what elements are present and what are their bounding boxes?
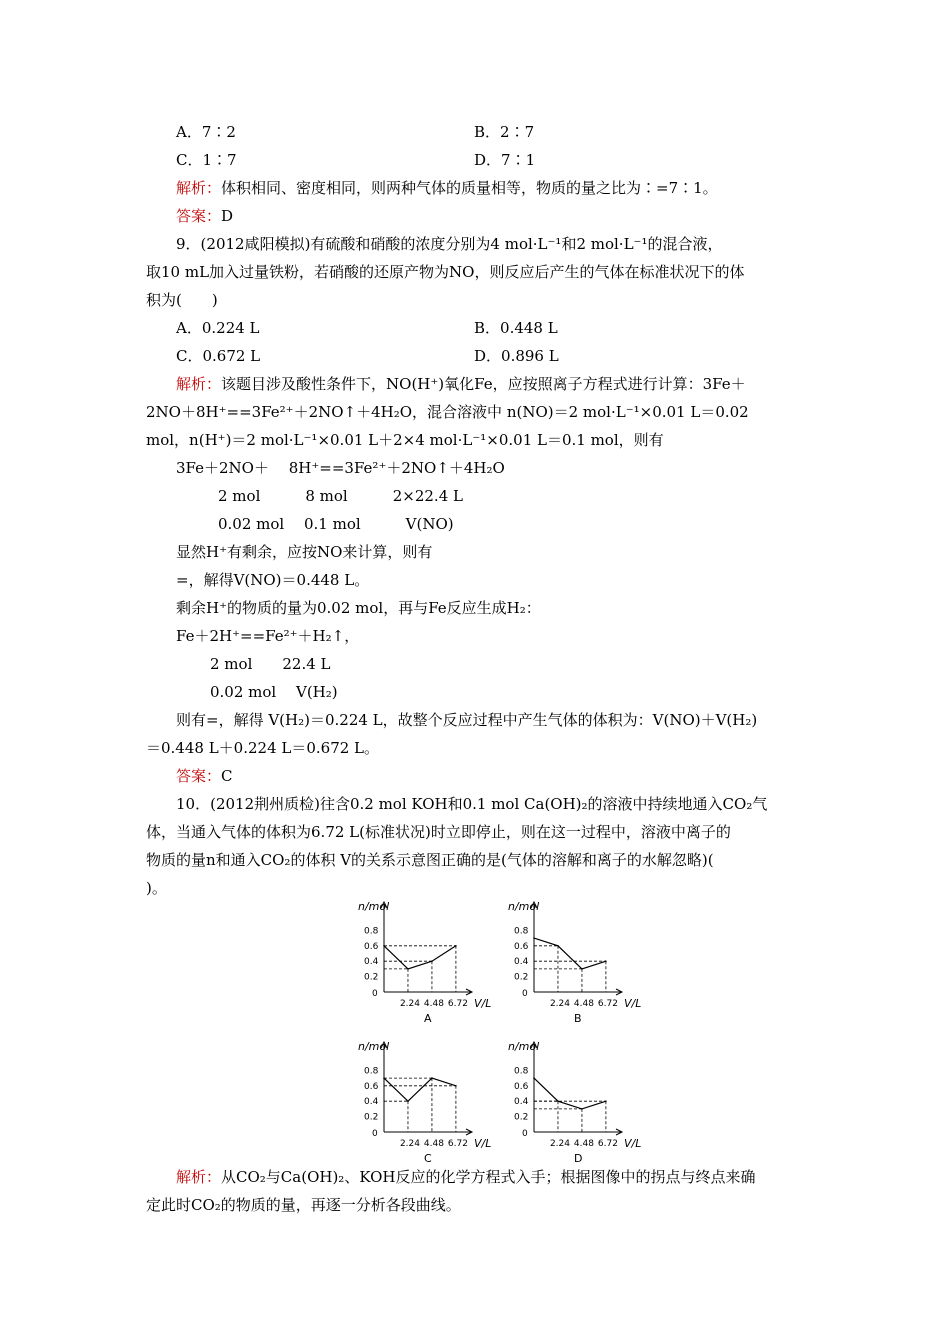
- q9-stem-line-3: 积为( ): [146, 291, 218, 309]
- q9-analysis-line-1: [176, 373, 746, 395]
- y-tick-label: 0.4: [514, 957, 529, 968]
- y-tick-label: 0.2: [364, 972, 379, 983]
- q10-analysis-line-1: [176, 1166, 756, 1188]
- y-tick-label: 0.6: [514, 1081, 529, 1092]
- y-tick-label: 0: [372, 1129, 378, 1139]
- q9-equation-2-row-1: 2 mol 22.4 L: [210, 655, 331, 673]
- data-point: [431, 960, 433, 962]
- data-point: [407, 968, 409, 970]
- data-point: [455, 945, 457, 947]
- q10-stem-line-1: 10．(2012荆州质检)往含0.2 mol KOH和0.1 mol Ca(OH)₂的溶液中持续地通入CO₂气: [176, 795, 768, 813]
- data-point: [605, 1100, 607, 1102]
- q9-answer: [176, 765, 233, 787]
- y-tick-label: 0.4: [364, 1097, 379, 1108]
- chart-d: [498, 1040, 642, 1169]
- y-tick-label: 0: [522, 1129, 528, 1139]
- q10-stem-line-4: )。: [146, 879, 167, 897]
- y-tick-label: 0.8: [364, 1066, 379, 1077]
- x-tick-label: 6.72: [597, 1139, 618, 1149]
- y-axis-label: n/mol: [358, 900, 390, 913]
- data-point: [557, 945, 559, 947]
- x-tick-label: 4.48: [423, 999, 444, 1009]
- y-tick-label: 0.6: [514, 941, 529, 952]
- data-point: [431, 1077, 433, 1079]
- q10-stem-line-2: 体，当通入气体的体积为6.72 L(标准状况)时立即停止，则在这一过程中，溶液中离子的: [146, 823, 731, 841]
- data-point: [533, 937, 535, 939]
- series-line: [534, 938, 606, 969]
- analysis-label: 解析：: [176, 375, 222, 393]
- x-axis-label: V/L: [474, 1137, 492, 1150]
- q9-equation-1-row-2: 0.02 mol 0.1 mol V(NO): [218, 515, 454, 533]
- series-line: [384, 946, 456, 969]
- x-axis-label: V/L: [624, 997, 642, 1010]
- data-point: [605, 960, 607, 962]
- y-axis-label: n/mol: [358, 1040, 390, 1053]
- x-tick-label: 2.24: [549, 999, 571, 1009]
- chart-caption: D: [574, 1152, 583, 1165]
- q9-stem-line-1: 9．(2012咸阳模拟)有硫酸和硝酸的浓度分别为4 mol·L⁻¹和2 mol·L⁻¹的混合液，: [176, 235, 723, 253]
- x-tick-label: 2.24: [399, 1139, 421, 1149]
- chart-d-svg: [498, 1040, 642, 1165]
- q10-stem-line-3: 物质的量n和通入CO₂的体积 V的关系示意图正确的是(气体的溶解和离子的水解忽略)(: [146, 851, 714, 869]
- chart-a-svg: [348, 900, 492, 1025]
- analysis-text: 该题目涉及酸性条件下，NO(H⁺)氧化Fe，应按照离子方程式进行计算：3Fe＋: [221, 375, 746, 393]
- answer-label: 答案：: [176, 207, 222, 225]
- y-tick-label: 0: [372, 989, 378, 999]
- q8-option-d: D．7∶1: [474, 151, 536, 169]
- y-tick-label: 0.6: [364, 1081, 379, 1092]
- y-tick-label: 0.4: [514, 1097, 529, 1108]
- y-tick-label: 0.6: [364, 941, 379, 952]
- series-line: [384, 1078, 456, 1101]
- chart-a: [348, 900, 492, 1029]
- data-point: [455, 1085, 457, 1087]
- y-axis-label: n/mol: [508, 1040, 540, 1053]
- q8-answer: [176, 205, 233, 227]
- q9-equation-1: 3Fe＋2NO＋ 8H⁺==3Fe²⁺＋2NO↑＋4H₂O: [176, 459, 505, 477]
- q9-option-b: B．0.448 L: [474, 319, 558, 337]
- series-line: [534, 1078, 606, 1109]
- y-tick-label: 0.8: [364, 926, 379, 937]
- analysis-label: 解析：: [176, 179, 222, 197]
- y-tick-label: 0.8: [514, 926, 529, 937]
- chart-caption: A: [424, 1012, 432, 1025]
- q8-option-c: C．1∶7: [176, 151, 237, 169]
- q9-text-1: 显然H⁺有剩余，应按NO来计算，则有: [176, 543, 433, 561]
- chart-caption: C: [424, 1152, 432, 1165]
- y-tick-label: 0.4: [364, 957, 379, 968]
- x-axis-label: V/L: [624, 1137, 642, 1150]
- x-tick-label: 6.72: [447, 1139, 468, 1149]
- q9-equation-2-row-2: 0.02 mol V(H₂): [210, 683, 338, 701]
- x-tick-label: 6.72: [597, 999, 618, 1009]
- x-tick-label: 4.48: [573, 1139, 594, 1149]
- y-tick-label: 0.2: [514, 1112, 529, 1123]
- x-tick-label: 2.24: [549, 1139, 571, 1149]
- q10-analysis-line-2: 定此时CO₂的物质的量，再逐一分析各段曲线。: [146, 1196, 461, 1214]
- x-tick-label: 4.48: [573, 999, 594, 1009]
- q9-equation-1-row-1: 2 mol 8 mol 2×22.4 L: [218, 487, 463, 505]
- answer-label: 答案：: [176, 767, 222, 785]
- data-point: [407, 1100, 409, 1102]
- y-tick-label: 0: [522, 989, 528, 999]
- analysis-text: 从CO₂与Ca(OH)₂、KOH反应的化学方程式入手；根据图像中的拐点与终点来确: [221, 1168, 756, 1186]
- y-tick-label: 0.2: [514, 972, 529, 983]
- x-tick-label: 2.24: [399, 999, 421, 1009]
- q8-option-a: A．7∶2: [176, 123, 236, 141]
- q9-stem-line-2: 取10 mL加入过量铁粉，若硝酸的还原产物为NO，则反应后产生的气体在标准状况下的体: [146, 263, 745, 281]
- data-point: [383, 1077, 385, 1079]
- chart-c-svg: [348, 1040, 492, 1165]
- q9-equation-2: Fe＋2H⁺==Fe²⁺＋H₂↑，: [176, 627, 360, 645]
- q9-text-3: 剩余H⁺的物质的量为0.02 mol，再与Fe反应生成H₂：: [176, 599, 541, 617]
- chart-c: [348, 1040, 492, 1169]
- q9-analysis-line-3: mol，n(H⁺)＝2 mol·L⁻¹×0.01 L＋2×4 mol·L⁻¹×0.01 L＝0.1 mol，则有: [146, 431, 664, 449]
- y-tick-label: 0.8: [514, 1066, 529, 1077]
- data-point: [383, 945, 385, 947]
- q9-analysis-line-2: 2NO＋8H⁺==3Fe²⁺＋2NO↑＋4H₂O，混合溶液中 n(NO)＝2 mol·L⁻¹×0.01 L＝0.02: [146, 403, 749, 421]
- q9-option-a: A．0.224 L: [176, 319, 260, 337]
- q8-option-b: B．2∶7: [474, 123, 535, 141]
- data-point: [581, 1108, 583, 1110]
- data-point: [581, 968, 583, 970]
- analysis-label: 解析：: [176, 1168, 222, 1186]
- x-tick-label: 4.48: [423, 1139, 444, 1149]
- q8-analysis: [176, 177, 718, 199]
- x-axis-label: V/L: [474, 997, 492, 1010]
- q9-text-2: =，解得V(NO)＝0.448 L。: [176, 571, 370, 589]
- q9-option-d: D．0.896 L: [474, 347, 559, 365]
- chart-b: [498, 900, 642, 1029]
- y-axis-label: n/mol: [508, 900, 540, 913]
- x-tick-label: 6.72: [447, 999, 468, 1009]
- data-point: [533, 1077, 535, 1079]
- chart-caption: B: [574, 1012, 582, 1025]
- data-point: [557, 1100, 559, 1102]
- q9-text-5: ＝0.448 L＋0.224 L＝0.672 L。: [146, 739, 380, 757]
- analysis-text: 体积相同、密度相同，则两种气体的质量相等，物质的量之比为∶=7∶1。: [221, 179, 718, 197]
- y-tick-label: 0.2: [364, 1112, 379, 1123]
- chart-b-svg: [498, 900, 642, 1025]
- q9-option-c: C．0.672 L: [176, 347, 261, 365]
- answer-value: D: [221, 207, 234, 225]
- answer-value: C: [221, 767, 233, 785]
- q9-text-4: 则有=，解得 V(H₂)＝0.224 L，故整个反应过程中产生气体的体积为：V(NO)＋V(H₂): [176, 711, 758, 729]
